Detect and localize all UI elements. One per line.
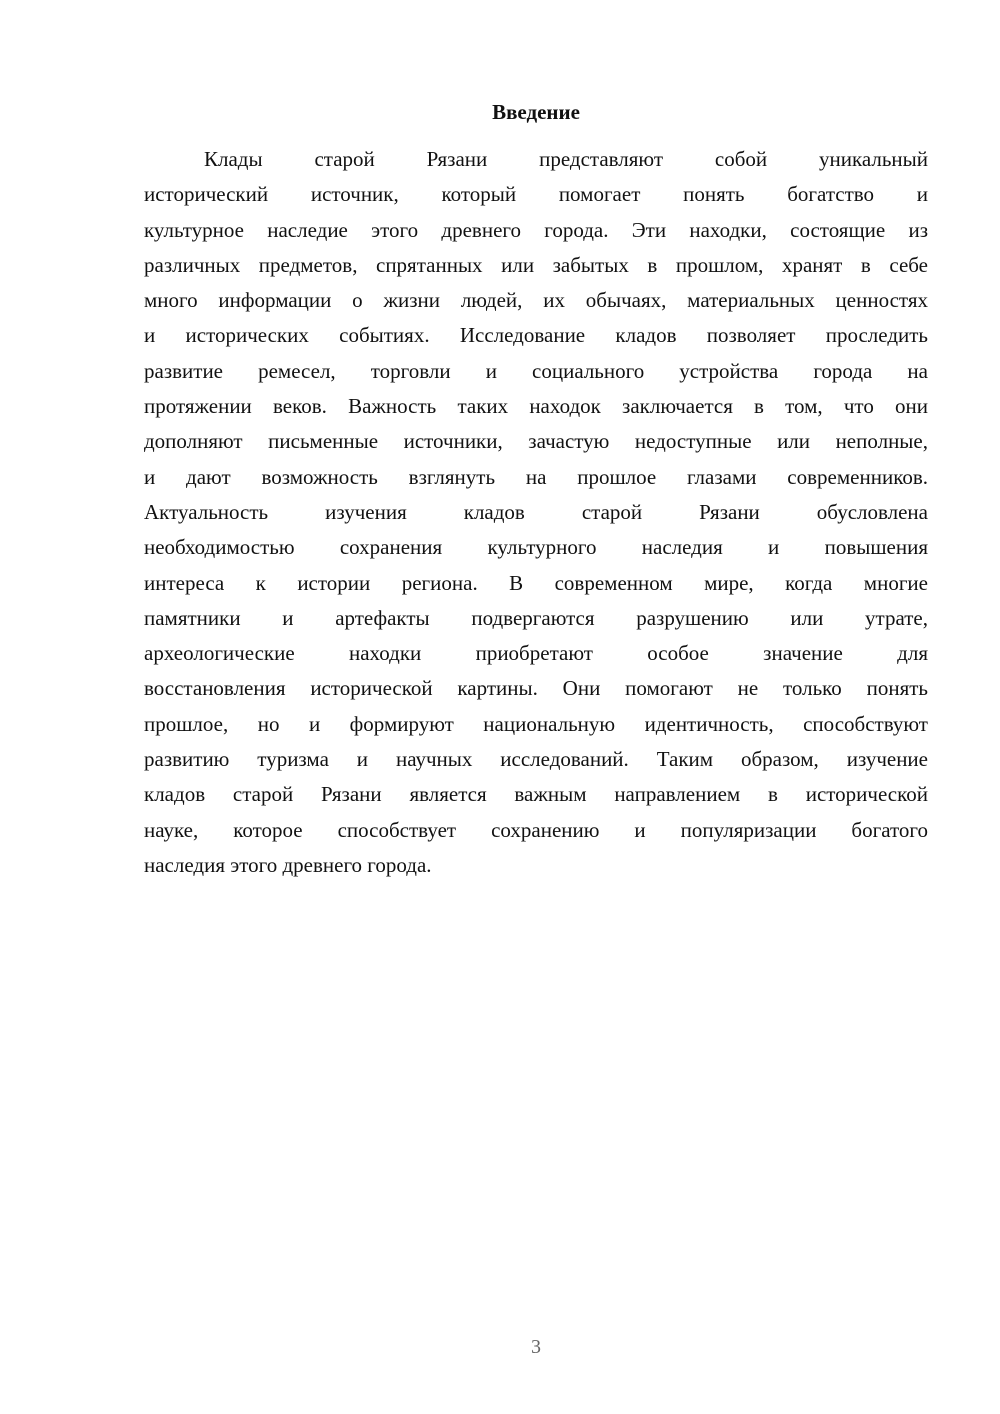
paragraph-line: археологические находки приобретают особое значение для xyxy=(144,641,928,666)
paragraph-line: много информации о жизни людей, их обычаях, материальных ценностях xyxy=(144,288,928,313)
paragraph-line: Клады старой Рязани представляют собой уникальный xyxy=(204,147,928,171)
paragraph-line: кладов старой Рязани является важным направлением в исторической xyxy=(144,782,928,807)
paragraph-line: наследия этого древнего города. xyxy=(144,852,432,877)
paragraph-line: прошлое, но и формируют национальную идентичность, способствуют xyxy=(144,711,928,736)
paragraph-line: дополняют письменные источники, зачастую недоступные или неполные, xyxy=(144,429,928,454)
paragraph-line: развитие ремесел, торговли и социального устройства города на xyxy=(144,358,928,383)
paragraph-line: культурное наследие этого древнего города. Эти находки, состоящие из xyxy=(144,217,928,242)
paragraph-line: протяжении веков. Важность таких находок заключается в том, что они xyxy=(144,394,928,419)
paragraph-line: Актуальность изучения кладов старой Рязани обусловлена xyxy=(144,499,928,524)
page-number: 3 xyxy=(531,1336,541,1358)
body-paragraph xyxy=(144,142,928,883)
paragraph-line: и дают возможность взглянуть на прошлое глазами современников. xyxy=(144,464,928,489)
paragraph-line: науке, которое способствует сохранению и популяризации богатого xyxy=(144,817,928,842)
paragraph-line: развитию туризма и научных исследований. Таким образом, изучение xyxy=(144,747,928,772)
paragraph-line: необходимостью сохранения культурного наследия и повышения xyxy=(144,535,928,560)
paragraph-line: и исторических событиях. Исследование кладов позволяет проследить xyxy=(144,323,928,348)
section-heading: Введение xyxy=(492,100,580,124)
paragraph-line: интереса к истории региона. В современном мире, когда многие xyxy=(144,570,928,595)
paragraph-line: восстановления исторической картины. Они помогают не только понять xyxy=(144,676,928,701)
paragraph-line: различных предметов, спрятанных или забытых в прошлом, хранят в себе xyxy=(144,252,928,277)
paragraph-line: исторический источник, который помогает понять богатство и xyxy=(144,182,928,207)
paragraph-line: памятники и артефакты подвергаются разрушению или утрате, xyxy=(144,605,928,630)
